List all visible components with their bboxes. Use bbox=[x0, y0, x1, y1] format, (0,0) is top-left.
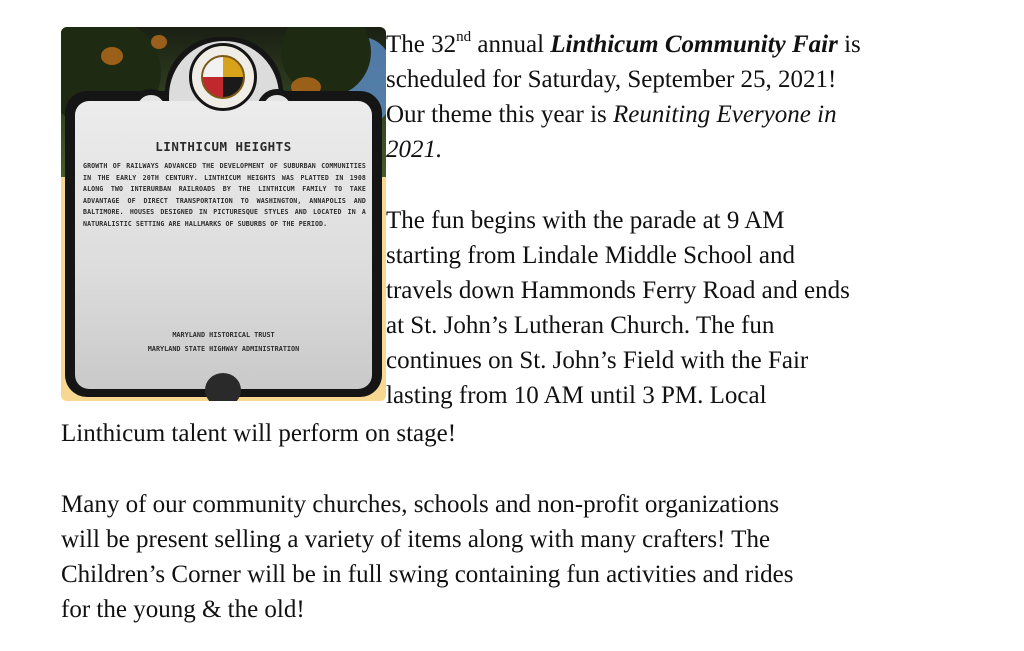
intro-paragraph: The 32nd annual Linthicum Community Fair is scheduled for Saturday, September 25, 2021! Our theme this year is Reuniting Everyone in 2021. bbox=[386, 27, 996, 167]
fair-name: Linthicum Community Fair bbox=[550, 31, 838, 58]
marker-post bbox=[205, 373, 241, 401]
marker-credit-trust: MARYLAND HISTORICAL TRUST bbox=[172, 331, 275, 339]
marker-credit-sha: MARYLAND STATE HIGHWAY ADMINISTRATION bbox=[147, 345, 300, 353]
schedule-paragraph-tail: Linthicum talent will perform on stage! bbox=[61, 420, 457, 447]
fair-date: scheduled for Saturday, September 25, 2021! bbox=[386, 66, 837, 93]
marker-body: GROWTH OF RAILWAYS ADVANCED THE DEVELOPMENT OF SUBURBAN COMMUNITIES IN THE EARLY 20TH CENTURY. LINTHICUM HEIGHTS WAS PLATTED IN 1908 ALONG TWO INTERURBAN RAILROADS BY THE LINTHICUM FAMILY TO TAKE ADVANTAGE OF DIRECT TRANSPORTATION TO WASHINGTON, ANNAPOLIS AND BALTIMORE. HOUSES DESIGNED IN PICTURESQUE STYLES AND LOCATED IN A NATURALISTIC SETTING ARE HALLMARKS OF SUBURBS OF THE PERIOD. bbox=[83, 162, 366, 228]
marker-title: LINTHICUM HEIGHTS bbox=[155, 139, 292, 154]
fair-theme: Reuniting Everyone in bbox=[613, 101, 837, 128]
marker-photo bbox=[61, 27, 386, 401]
community-paragraph: Many of our community churches, schools and non-profit organizations will be present selling a variety of items along with many crafters! The Children’s Corner will be in full swing containing fun activities and rides for the young & the old! bbox=[61, 491, 794, 623]
schedule-paragraph: The fun begins with the parade at 9 AM starting from Lindale Middle School and travels down Hammonds Ferry Road and ends at St. John’s Lutheran Church. The fun continues on St. John’s Field with the Fair lasting from 10 AM until 3 PM. Local bbox=[386, 207, 850, 409]
maryland-seal-icon bbox=[189, 43, 257, 111]
